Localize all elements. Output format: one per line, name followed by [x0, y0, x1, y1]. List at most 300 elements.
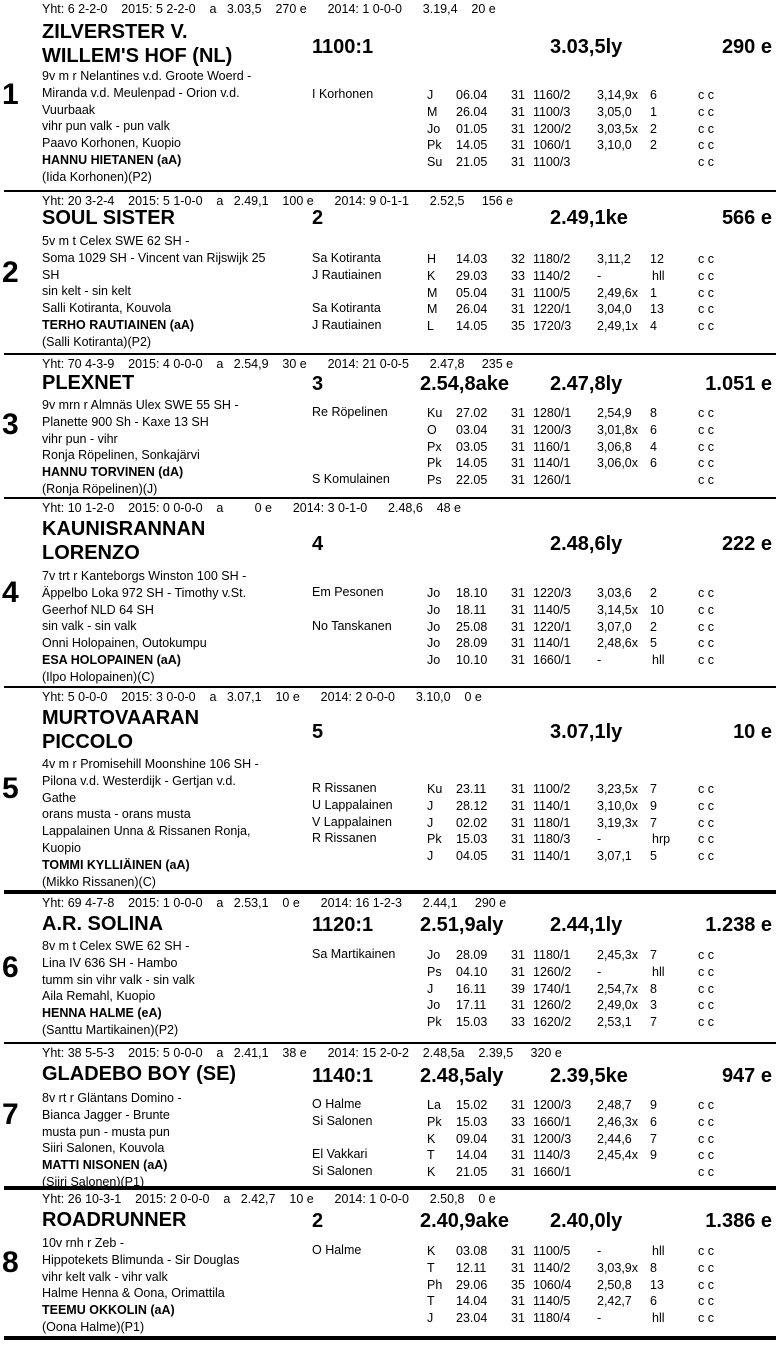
start-pos: 5: [650, 849, 657, 864]
horse-name: A.R. SOLINA: [42, 913, 164, 935]
start-position: 2: [312, 1210, 324, 1232]
start-track: Pk: [427, 456, 442, 471]
start-odd: c c: [698, 439, 714, 454]
start-date: 01.05: [456, 121, 488, 136]
start-position: 1140:1: [312, 1065, 374, 1087]
start-no: 31: [511, 155, 525, 170]
start-pos: 8: [650, 1260, 657, 1275]
season-best: 2.54,8ake: [420, 373, 509, 395]
start-date: 04.10: [456, 964, 488, 979]
start-track: K: [427, 268, 436, 283]
start-date: 10.10: [456, 653, 488, 668]
start-track: Ku: [427, 406, 443, 420]
start-time: 2,50,8: [597, 1277, 632, 1292]
info-line: Aila Remahl, Kuopio: [42, 989, 156, 1004]
start-date: 14.05: [456, 138, 488, 153]
info-line: (Oona Halme)(P1): [42, 1319, 145, 1334]
past-start-row: [0, 104, 778, 121]
info-line: Kuopio: [42, 840, 81, 855]
past-start-row: [0, 87, 778, 104]
start-time: 3,03,9x: [597, 1260, 639, 1275]
start-date: 18.11: [456, 602, 487, 617]
start-date: 14.04: [456, 1294, 488, 1309]
past-start-row: [0, 455, 778, 472]
start-date: 22.05: [456, 473, 488, 488]
start-date: 16.11: [456, 981, 487, 996]
start-number: 7: [2, 1098, 19, 1131]
start-pos: 2: [650, 619, 657, 634]
record-time: 2.39,5ke: [550, 1065, 628, 1087]
start-no: 31: [511, 619, 525, 634]
driver-name: U Lappalainen: [312, 797, 393, 812]
horse-name: GLADEBO BOY (SE): [42, 1063, 237, 1085]
start-track: Jo: [427, 948, 441, 962]
start-mark: hll: [652, 1244, 665, 1258]
start-no: 35: [511, 1277, 525, 1292]
start-pos: 9: [650, 1148, 657, 1163]
info-line: sin valk - sin valk: [42, 619, 137, 634]
start-track: Px: [427, 439, 442, 454]
start-date: 26.04: [456, 302, 488, 317]
start-odd: c c: [698, 88, 714, 102]
info-line: 10v rnh r Zeb -: [42, 1236, 124, 1250]
start-pos: 7: [650, 815, 657, 830]
start-pos: 6: [650, 88, 657, 102]
start-date: 03.05: [456, 439, 488, 454]
start-odd: c c: [698, 456, 714, 471]
start-dist: 1180/1: [533, 815, 571, 830]
start-odd: c c: [698, 1015, 714, 1030]
start-time: 3,06,8: [597, 439, 632, 454]
info-line: musta pun - musta pun: [42, 1124, 170, 1139]
start-no: 31: [511, 586, 525, 600]
start-pos: 9: [650, 1098, 657, 1112]
horse-name: KAUNISRANNAN: [42, 518, 206, 540]
start-time: 2,53,1: [597, 1015, 632, 1030]
start-pos: 8: [650, 981, 657, 996]
info-line: Ronja Röpelinen, Sonkajärvi: [42, 448, 200, 463]
start-no: 31: [511, 832, 525, 847]
trainer-name: ESA HOLOPAINEN (aA): [42, 652, 181, 667]
start-dist: 1260/2: [533, 998, 572, 1013]
start-time: -: [597, 832, 602, 847]
info-line: 9v m r Nelantines v.d. Groote Woerd -: [42, 69, 252, 83]
start-time: -: [597, 268, 602, 283]
start-track: Ph: [427, 1277, 443, 1292]
start-no: 31: [511, 121, 525, 136]
start-time: 2,45,3x: [597, 948, 639, 962]
start-no: 31: [511, 439, 525, 454]
start-odd: c c: [698, 1165, 714, 1180]
start-track: K: [427, 1131, 436, 1146]
earnings: 1.051 e: [705, 373, 772, 395]
start-track: Jo: [427, 653, 441, 668]
past-start-row: [0, 472, 778, 489]
driver-name: V Lappalainen: [312, 814, 392, 829]
start-no: 31: [511, 653, 525, 668]
past-start-row: [0, 1014, 778, 1031]
trainer-name: HENNA HALME (eA): [42, 1006, 162, 1021]
past-start-row: [0, 981, 778, 998]
info-line: Lina IV 636 SH - Hambo: [42, 955, 178, 970]
info-line: (Ronja Röpelinen)(J): [42, 481, 158, 496]
start-track: L: [427, 319, 434, 334]
start-no: 35: [511, 319, 525, 334]
season-best: 2.40,9ake: [420, 1210, 509, 1232]
start-pos: 3: [650, 998, 657, 1013]
past-start-row: [0, 602, 778, 619]
start-no: 31: [511, 1098, 525, 1112]
info-line: Miranda v.d. Meulenpad - Orion v.d.: [42, 85, 240, 100]
start-number: 1: [2, 78, 19, 111]
driver-name: J Rautiainen: [312, 267, 382, 282]
start-date: 06.04: [456, 88, 488, 102]
start-no: 31: [511, 815, 525, 830]
start-odd: c c: [698, 653, 714, 668]
start-time: 2,49,1x: [597, 319, 639, 334]
start-no: 31: [511, 1165, 525, 1180]
start-dist: 1160/1: [533, 439, 571, 454]
start-no: 31: [511, 782, 525, 796]
info-line: 7v trt r Kanteborgs Winston 100 SH -: [42, 569, 247, 583]
start-pos: 2: [650, 586, 657, 600]
info-line: 8v rt r Gläntans Domino -: [42, 1091, 182, 1105]
driver-name: Sa Martikainen: [312, 947, 396, 961]
info-line: Geerhof NLD 64 SH: [42, 602, 154, 617]
past-start-row: [0, 1260, 778, 1277]
start-no: 33: [511, 1114, 525, 1129]
start-dist: 1100/5: [533, 1244, 571, 1258]
start-time: 2,54,9: [597, 406, 632, 420]
start-dist: 1260/1: [533, 473, 572, 488]
start-odd: c c: [698, 782, 714, 796]
past-start-row: [0, 798, 778, 815]
start-no: 33: [511, 1015, 525, 1030]
start-odd: c c: [698, 422, 714, 437]
start-time: 3,05,0: [597, 104, 632, 119]
start-time: 3,04,0: [597, 302, 632, 317]
earnings: 222 e: [721, 533, 772, 555]
start-dist: 1220/1: [533, 619, 572, 634]
info-line: (Ilpo Holopainen)(C): [42, 669, 155, 684]
info-line: (Mikko Rissanen)(C): [42, 874, 156, 889]
driver-name: O Halme: [312, 1243, 362, 1257]
start-no: 31: [511, 849, 525, 864]
start-time: 3,06,0x: [597, 456, 639, 471]
start-date: 21.05: [456, 155, 488, 170]
driver-name: O Halme: [312, 1097, 362, 1111]
horse-name: LORENZO: [42, 542, 140, 564]
start-no: 39: [511, 981, 525, 996]
start-no: 31: [511, 948, 525, 962]
start-mark: hll: [652, 964, 665, 979]
start-date: 14.03: [456, 252, 488, 266]
start-time: 2,46,3x: [597, 1114, 639, 1129]
start-odd: c c: [698, 964, 714, 979]
start-pos: 2: [650, 121, 657, 136]
start-pos: 12: [650, 252, 664, 266]
past-start-row: [0, 154, 778, 171]
start-odd: c c: [698, 406, 714, 420]
start-pos: 6: [650, 456, 657, 471]
start-no: 31: [511, 406, 525, 420]
start-time: 3,03,5x: [597, 121, 639, 136]
info-line: vihr kelt valk - vihr valk: [42, 1269, 168, 1284]
start-pos: 6: [650, 422, 657, 437]
start-date: 15.03: [456, 1114, 488, 1129]
start-no: 31: [511, 1260, 525, 1275]
start-track: M: [427, 302, 438, 317]
start-date: 02.02: [456, 815, 488, 830]
start-position: 2: [312, 207, 324, 229]
start-no: 31: [511, 302, 525, 317]
start-odd: c c: [698, 473, 714, 488]
entry-divider: [4, 1336, 776, 1340]
past-start-row: [0, 1164, 778, 1181]
start-dist: 1260/2: [533, 964, 572, 979]
start-track: Pk: [427, 138, 442, 153]
start-no: 31: [511, 473, 525, 488]
start-time: 2,48,7: [597, 1098, 632, 1112]
info-line: Paavo Korhonen, Kuopio: [42, 136, 181, 151]
record-time: 3.07,1ly: [550, 721, 623, 743]
start-odd: c c: [698, 1311, 714, 1326]
start-time: 3,11,2: [597, 252, 631, 266]
start-number: 4: [2, 576, 19, 609]
info-line: Siiri Salonen, Kouvola: [42, 1141, 165, 1156]
record-time: 2.49,1ke: [550, 207, 628, 229]
info-line: Pilona v.d. Westerdijk - Gertjan v.d.: [42, 773, 236, 788]
start-time: 2,49,6x: [597, 285, 639, 300]
start-dist: 1660/1: [533, 653, 572, 668]
past-start-row: [0, 964, 778, 981]
past-start-row: [0, 301, 778, 318]
horse-name: ROADRUNNER: [42, 1209, 187, 1231]
start-time: 2,45,4x: [597, 1148, 639, 1163]
start-odd: c c: [698, 636, 714, 651]
start-odd: c c: [698, 948, 714, 962]
start-pos: 2: [650, 138, 657, 153]
horse-name: MURTOVAARAN: [42, 707, 200, 729]
start-time: 2,42,7: [597, 1294, 632, 1309]
past-start-row: [0, 652, 778, 669]
past-start-row: [0, 1243, 778, 1260]
driver-name: Si Salonen: [312, 1113, 373, 1128]
start-time: 3,23,5x: [597, 782, 639, 796]
start-no: 31: [511, 1311, 525, 1326]
start-dist: 1100/2: [533, 782, 571, 796]
driver-name: No Tanskanen: [312, 618, 392, 633]
start-date: 26.04: [456, 104, 488, 119]
past-start-row: [0, 285, 778, 302]
past-start-row: [0, 439, 778, 456]
info-line: Salli Kotiranta, Kouvola: [42, 301, 172, 316]
driver-name: R Rissanen: [312, 831, 377, 846]
past-start-row: [0, 831, 778, 848]
driver-name: Sa Kotiranta: [312, 301, 381, 316]
info-line: sin kelt - sin kelt: [42, 284, 131, 299]
trainer-name: MATTI NISONEN (aA): [42, 1158, 168, 1173]
start-no: 31: [511, 456, 525, 471]
start-odd: c c: [698, 798, 714, 813]
career-stats-line: Yht: 10 1-2-0 2015: 0 0-0-0 a 0 e 2014: 3 0-1-0 2.48,6 48 e: [42, 501, 462, 515]
info-line: Bianca Jagger - Brunte: [42, 1107, 170, 1122]
start-no: 31: [511, 285, 525, 300]
start-pos: 13: [650, 302, 664, 317]
start-no: 31: [511, 1244, 525, 1258]
start-time: 3,14,5x: [597, 602, 639, 617]
start-odd: c c: [698, 602, 714, 617]
driver-name: I Korhonen: [312, 87, 374, 101]
start-dist: 1180/4: [533, 1311, 571, 1326]
start-dist: 1740/1: [533, 981, 572, 996]
start-position: 4: [312, 533, 324, 555]
start-pos: 7: [650, 1015, 657, 1030]
start-time: 3,01,8x: [597, 422, 639, 437]
season-best: 2.51,9aly: [420, 914, 504, 936]
driver-name: J Rautiainen: [312, 318, 382, 333]
past-start-row: [0, 1293, 778, 1310]
start-odd: c c: [698, 586, 714, 600]
start-date: 04.05: [456, 849, 488, 864]
info-line: Halme Henna & Oona, Orimattila: [42, 1286, 225, 1301]
start-odd: c c: [698, 981, 714, 996]
start-pos: 6: [650, 1114, 657, 1129]
driver-name: Re Röpelinen: [312, 405, 388, 419]
start-time: 2,48,6x: [597, 636, 639, 651]
start-track: J: [427, 815, 434, 830]
record-time: 2.40,0ly: [550, 1210, 623, 1232]
start-date: 03.04: [456, 422, 488, 437]
start-date: 15.02: [456, 1098, 488, 1112]
past-start-row: [0, 781, 778, 798]
start-dist: 1200/3: [533, 1131, 572, 1146]
start-pos: 9: [650, 798, 657, 813]
start-pos: 13: [650, 1277, 664, 1292]
driver-name: Sa Kotiranta: [312, 251, 381, 265]
info-line: (Iida Korhonen)(P2): [42, 169, 152, 184]
start-track: J: [427, 1311, 434, 1326]
horse-name: WILLEM'S HOF (NL): [42, 45, 233, 67]
start-no: 31: [511, 602, 525, 617]
start-date: 29.03: [456, 268, 488, 283]
start-odd: c c: [698, 619, 714, 634]
start-track: Ku: [427, 782, 443, 796]
start-track: Pk: [427, 1114, 442, 1129]
info-line: Lappalainen Unna & Rissanen Ronja,: [42, 824, 251, 839]
start-no: 33: [511, 268, 525, 283]
info-line: vihr pun - vihr: [42, 431, 118, 446]
start-odd: c c: [698, 1277, 714, 1292]
start-odd: c c: [698, 1260, 714, 1275]
start-pos: 10: [650, 602, 664, 617]
start-date: 09.04: [456, 1131, 488, 1146]
start-track: Jo: [427, 586, 441, 600]
start-track: M: [427, 104, 438, 119]
start-track: La: [427, 1098, 441, 1112]
past-start-row: [0, 1147, 778, 1164]
horse-name: ZILVERSTER V.: [42, 21, 188, 43]
start-time: -: [597, 1311, 602, 1326]
start-track: M: [427, 285, 438, 300]
start-position: 3: [312, 373, 324, 395]
start-odd: c c: [698, 302, 714, 317]
career-stats-line: Yht: 5 0-0-0 2015: 3 0-0-0 a 3.07,1 10 e 2014: 2 0-0-0 3.10,0 0 e: [42, 690, 482, 704]
past-start-row: [0, 405, 778, 422]
info-line: Vuurbaak: [42, 102, 96, 117]
start-odd: c c: [698, 155, 714, 170]
start-track: Pk: [427, 1015, 442, 1030]
past-start-row: [0, 1097, 778, 1114]
start-date: 05.04: [456, 285, 488, 300]
info-line: 5v m t Celex SWE 62 SH -: [42, 234, 190, 248]
info-line: Onni Holopainen, Outokumpu: [42, 636, 207, 651]
start-pos: 7: [650, 1131, 657, 1146]
info-line: 4v m r Promisehill Moonshine 106 SH -: [42, 757, 259, 771]
start-dist: 1220/1: [533, 302, 572, 317]
start-pos: 1: [650, 104, 657, 119]
start-dist: 1200/3: [533, 1098, 572, 1112]
driver-name: R Rissanen: [312, 781, 377, 795]
start-odd: c c: [698, 832, 714, 847]
start-position: 1120:1: [312, 914, 374, 936]
info-line: 8v m t Celex SWE 62 SH -: [42, 939, 190, 953]
start-track: Jo: [427, 121, 441, 136]
start-track: Jo: [427, 602, 441, 617]
start-date: 12.11: [456, 1260, 487, 1275]
start-no: 31: [511, 1294, 525, 1309]
start-date: 17.11: [456, 998, 487, 1013]
start-track: K: [427, 1165, 436, 1180]
start-date: 25.08: [456, 619, 488, 634]
past-start-row: [0, 422, 778, 439]
start-no: 32: [511, 252, 525, 266]
start-dist: 1200/2: [533, 121, 572, 136]
start-no: 31: [511, 636, 525, 651]
past-start-row: [0, 1131, 778, 1148]
start-time: 3,07,0: [597, 619, 632, 634]
start-dist: 1060/4: [533, 1277, 572, 1292]
start-date: 14.05: [456, 456, 488, 471]
start-track: Su: [427, 155, 443, 170]
trainer-name: TEEMU OKKOLIN (aA): [42, 1303, 175, 1318]
trainer-name: HANNU TORVINEN (dA): [42, 465, 184, 480]
start-no: 31: [511, 138, 525, 153]
start-pos: 8: [650, 406, 657, 420]
start-pos: 7: [650, 948, 657, 962]
start-time: 3,10,0x: [597, 798, 639, 813]
start-track: Pk: [427, 832, 442, 847]
info-line: (Siiri Salonen)(P1): [42, 1174, 145, 1189]
start-dist: 1060/1: [533, 138, 572, 153]
past-start-row: [0, 585, 778, 602]
past-start-row: [0, 1114, 778, 1131]
start-pos: 7: [650, 782, 657, 796]
start-odd: c c: [698, 268, 714, 283]
start-dist: 1180/2: [533, 252, 571, 266]
driver-name: El Vakkari: [312, 1147, 368, 1162]
start-dist: 1720/3: [533, 319, 572, 334]
record-time: 2.44,1ly: [550, 914, 623, 936]
past-start-row: [0, 1310, 778, 1327]
start-pos: 4: [650, 439, 657, 454]
start-date: 15.03: [456, 1015, 488, 1030]
past-start-row: [0, 121, 778, 138]
start-mark: hll: [652, 1311, 665, 1326]
start-position: 1100:1: [312, 36, 374, 58]
start-dist: 1100/5: [533, 285, 571, 300]
record-time: 2.47,8ly: [550, 373, 623, 395]
